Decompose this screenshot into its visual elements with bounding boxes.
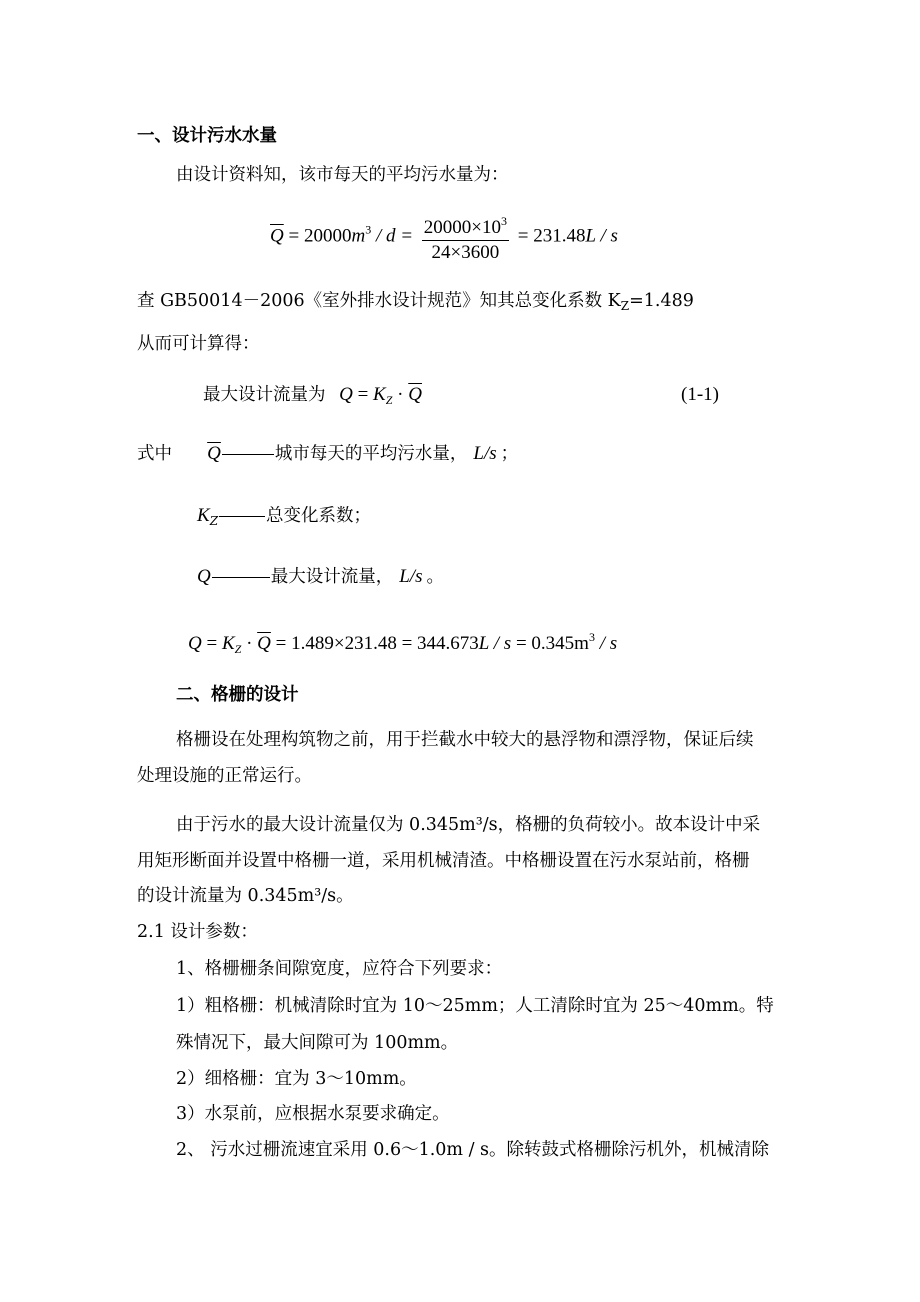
lookup-suffix: =1.489 [629,291,694,311]
equation-max-flow [203,383,422,412]
where-item1-end: ； [500,444,519,464]
where-item2-text: 总变化系数； [266,506,372,526]
lookup-line [137,289,694,318]
param-item-1a-line-1: 1）粗格栅：机械清除时宜为 10～25mm；人工清除时宜为 25～40mm。特 [176,996,774,1016]
where-item-1 [137,442,518,466]
eq2-k: K [373,384,386,405]
eq1-fraction-denominator: 24×3600 [431,242,500,263]
eq2-label: 最大设计流量为 [203,385,326,405]
eq1-fraction [422,210,509,264]
paragraph-1-line-2: 处理设施的正常运行。 [137,766,312,786]
paragraph-2-line-3: 的设计流量为 0.345m³/s。 [137,886,354,906]
eq2-qbar: $\overline{Q}$ [408,384,422,405]
eq1-unit-per-day: / d = [371,225,418,247]
eq3-unit1: L / s [478,633,512,654]
lookup-sub: Z [620,299,630,313]
where-item3-text: 最大设计流量， [270,567,394,587]
eq3-k-sub: Z [234,642,242,656]
eq2-eq: = [352,384,374,405]
where-dash-3 [212,577,270,578]
equation-number: (1-1) [681,384,719,405]
paragraph-2-line-1: 由于污水的最大设计流量仅为 0.345m³/s，格栅的负荷较小。故本设计中采 [176,815,761,835]
params-heading: 2.1 设计参数： [137,922,258,942]
paragraph-1-line-1: 格栅设在处理构筑物之前，用于拦截水中较大的悬浮物和漂浮物，保证后续 [176,730,754,750]
param-item-1c: 3）水泵前，应根据水泵要求确定。 [176,1104,450,1124]
eq3-unit2: / s [594,633,618,654]
eq2-lhs: Q [339,384,353,405]
eq3-eq: = [201,633,222,654]
eq1-fraction-numerator [422,210,509,241]
where-q-symbol: Q [197,566,211,587]
eq2-k-sub: Z [385,393,393,407]
section-heading-2: 二、格栅的设计 [176,685,299,705]
where-dash-1 [222,454,274,455]
where-item1-text: 城市每天的平均污水量， [274,444,468,464]
then-text: 从而可计算得： [137,334,260,354]
eq1-unit-exp: 3 [365,222,372,237]
paragraph-2-line-2: 用矩形断面并设置中格栅一道，采用机械清渣。中格栅设置在污水泵站前，格栅 [137,851,750,871]
q-bar-symbol: $\overline{Q}$ [270,225,284,247]
eq3-k: K [221,633,235,654]
where-item3-end: 。 [426,567,444,587]
eq1-num-exp: 3 [501,214,508,228]
section-heading-1: 一、设计污水水量 [137,126,277,146]
where-k-symbol: K [197,505,210,526]
param-item-1b: 2）细格栅：宜为 3～10mm。 [176,1069,417,1089]
param-item-2: 2、 污水过栅流速宜采用 0.6～1.0m / s。除转鼓式格栅除污机外，机械清除 [176,1140,770,1160]
where-item-2 [197,504,371,533]
where-prefix: 式中 [137,444,172,464]
where-item3-unit: L/s [399,566,423,587]
equation-average-flow [270,210,618,264]
eq2-dot: · [392,384,409,405]
lookup-prefix: 查 GB50014－2006《室外排水设计规范》知其总变化系数 K [137,291,621,311]
eq3-calc: = 1.489×231.48 = 344.673 [270,633,479,654]
where-item1-unit: L/s [473,443,497,464]
where-k-sub: Z [209,514,219,528]
where-q-bar-symbol: $\overline{Q}$ [207,443,221,464]
eq1-result-unit: L / s [585,225,618,247]
eq3-dot: · [241,633,258,654]
eq1-result: = 231.48 [513,225,586,247]
eq1-value: = 20000 [283,225,352,247]
eq3-lhs: Q [188,633,202,654]
eq3-exp: 3 [588,630,595,644]
param-item-1a-line-2: 殊情况下，最大间隙可为 100mm。 [176,1033,459,1053]
eq1-num-base: 20000×10 [423,217,502,238]
eq1-unit-m: m [351,225,366,247]
eq3-qbar: $\overline{Q}$ [257,633,271,654]
intro-paragraph: 由设计资料知，该市每天的平均污水量为： [176,165,509,185]
param-item-1: 1、格栅栅条间隙宽度，应符合下列要求： [176,959,503,979]
equation-max-flow-result [188,625,617,661]
eq3-eq2: = 0.345m [511,633,589,654]
where-item-3 [197,565,444,589]
where-dash-2 [219,516,265,517]
eq2-formula [339,384,422,405]
